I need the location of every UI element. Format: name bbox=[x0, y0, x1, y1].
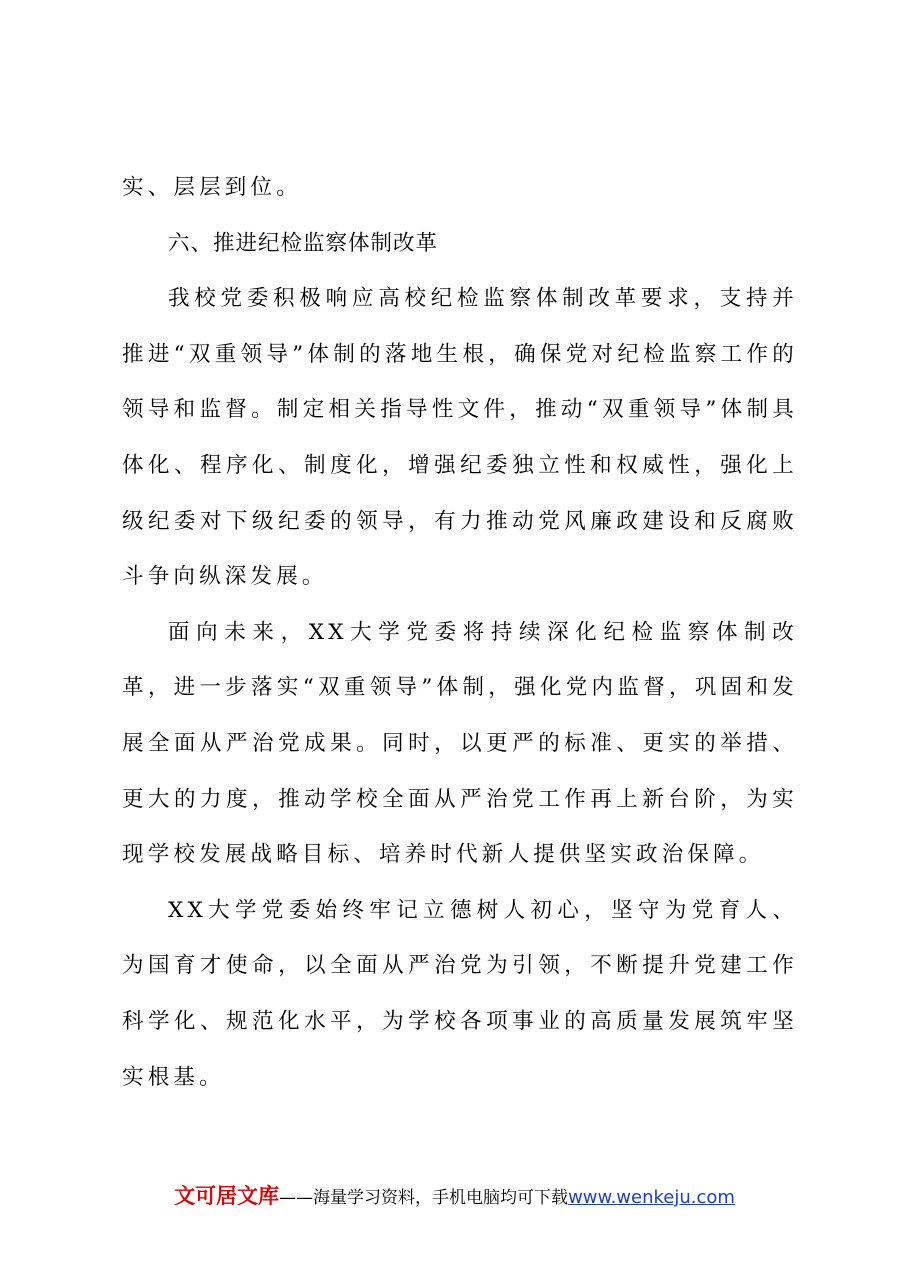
footer-tagline: ——海量学习资料，手机电脑均可下载 bbox=[279, 1188, 569, 1208]
footer-banner bbox=[0, 1178, 909, 1216]
paragraph: 面向未来，XX大学党委将持续深化纪检监察体制改革，进一步落实“双重领导”体制，强化党内监督，巩固和发展全面从严治党成果。同时，以更严的标准、更实的举措、更大的力度，推动学校全面从严治党工作再上新台阶，为实现学校发展战略目标、培养时代新人提供坚实政治保障。 bbox=[122, 619, 798, 868]
footer-site-link[interactable]: www.wenkeju.com bbox=[568, 1187, 735, 1208]
paragraph: XX大学党委始终牢记立德树人初心，坚守为党育人、为国育才使命，以全面从严治党为引领，不断提升党建工作科学化、规范化水平，为学校各项事业的高质量发展筑牢坚实根基。 bbox=[122, 897, 798, 1090]
section-heading: 六、推进纪检监察体制改革 bbox=[168, 230, 439, 256]
paragraph-continuation: 实、层层到位。 bbox=[122, 175, 302, 200]
footer-brand: 文可居文库 bbox=[174, 1184, 280, 1208]
document-body bbox=[122, 160, 798, 1105]
paragraph: 我校党委积极响应高校纪检监察体制改革要求，支持并推进“双重领导”体制的落地生根，确保党对纪检监察工作的领导和监督。制定相关指导性文件，推动“双重领导”体制具体化、程序化、制度化，增强纪委独立性和权威性，强化上级纪委对下级纪委的领导，有力推动党风廉政建设和反腐败斗争向纵深发展。 bbox=[122, 286, 798, 590]
